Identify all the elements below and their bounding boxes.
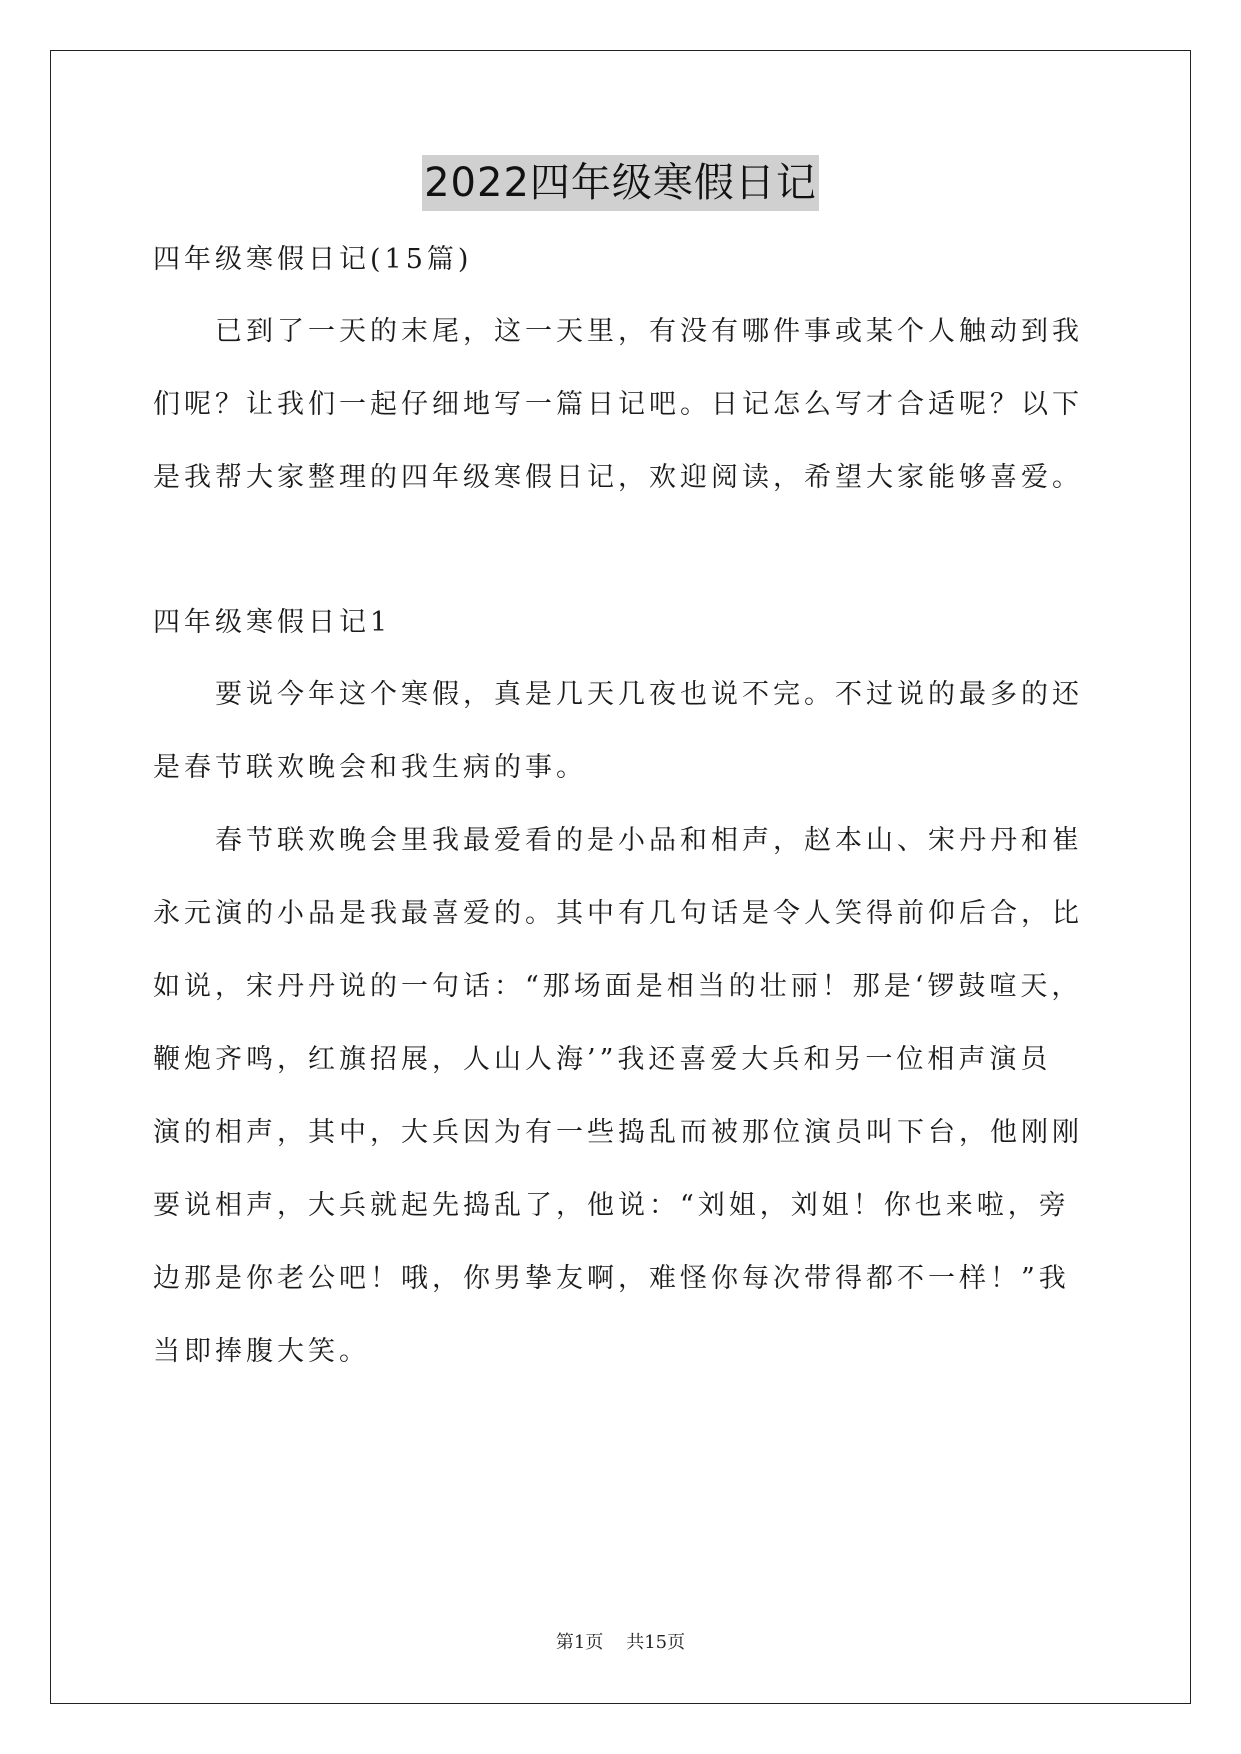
paragraph-line: 演的相声，其中，大兵因为有一些捣乱而被那位演员叫下台，他刚刚	[153, 1117, 1083, 1148]
subtitle: 四年级寒假日记(15篇)	[153, 244, 473, 275]
paragraph-line: 鞭炮齐鸣，红旗招展，人山人海’”我还喜爱大兵和另一位相声演员	[153, 1044, 1052, 1075]
paragraph-line: 如说，宋丹丹说的一句话：“那场面是相当的壮丽！那是‘锣鼓喧天，	[153, 971, 1083, 1002]
intro-line: 们呢？让我们一起仔细地写一篇日记吧。日记怎么写才合适呢？以下	[153, 389, 1083, 420]
paragraph-line: 要说相声，大兵就起先捣乱了，他说：“刘姐，刘姐！你也来啦，旁	[153, 1190, 1070, 1221]
paragraph-line: 永元演的小品是我最喜爱的。其中有几句话是令人笑得前仰后合，比	[153, 898, 1083, 929]
paragraph-line: 要说今年这个寒假，真是几天几夜也说不完。不过说的最多的还	[215, 679, 1083, 710]
document-title: 2022四年级寒假日记	[422, 155, 819, 211]
intro-line: 已到了一天的末尾，这一天里，有没有哪件事或某个人触动到我	[215, 316, 1083, 347]
paragraph-line: 边那是你老公吧！哦，你男挚友啊，难怪你每次带得都不一样！”我	[153, 1263, 1070, 1294]
intro-line: 是我帮大家整理的四年级寒假日记，欢迎阅读，希望大家能够喜爱。	[153, 462, 1083, 493]
page-total: 共15页	[626, 1632, 686, 1653]
title-container	[0, 155, 1241, 211]
page-number: 第1页	[555, 1632, 604, 1653]
page-footer	[0, 1628, 1241, 1654]
section-heading: 四年级寒假日记1	[153, 607, 392, 638]
paragraph-line: 当即捧腹大笑。	[153, 1336, 370, 1367]
page-border	[50, 50, 1191, 1704]
paragraph-line: 春节联欢晚会里我最爱看的是小品和相声，赵本山、宋丹丹和崔	[215, 825, 1083, 856]
paragraph-line: 是春节联欢晚会和我生病的事。	[153, 752, 587, 783]
